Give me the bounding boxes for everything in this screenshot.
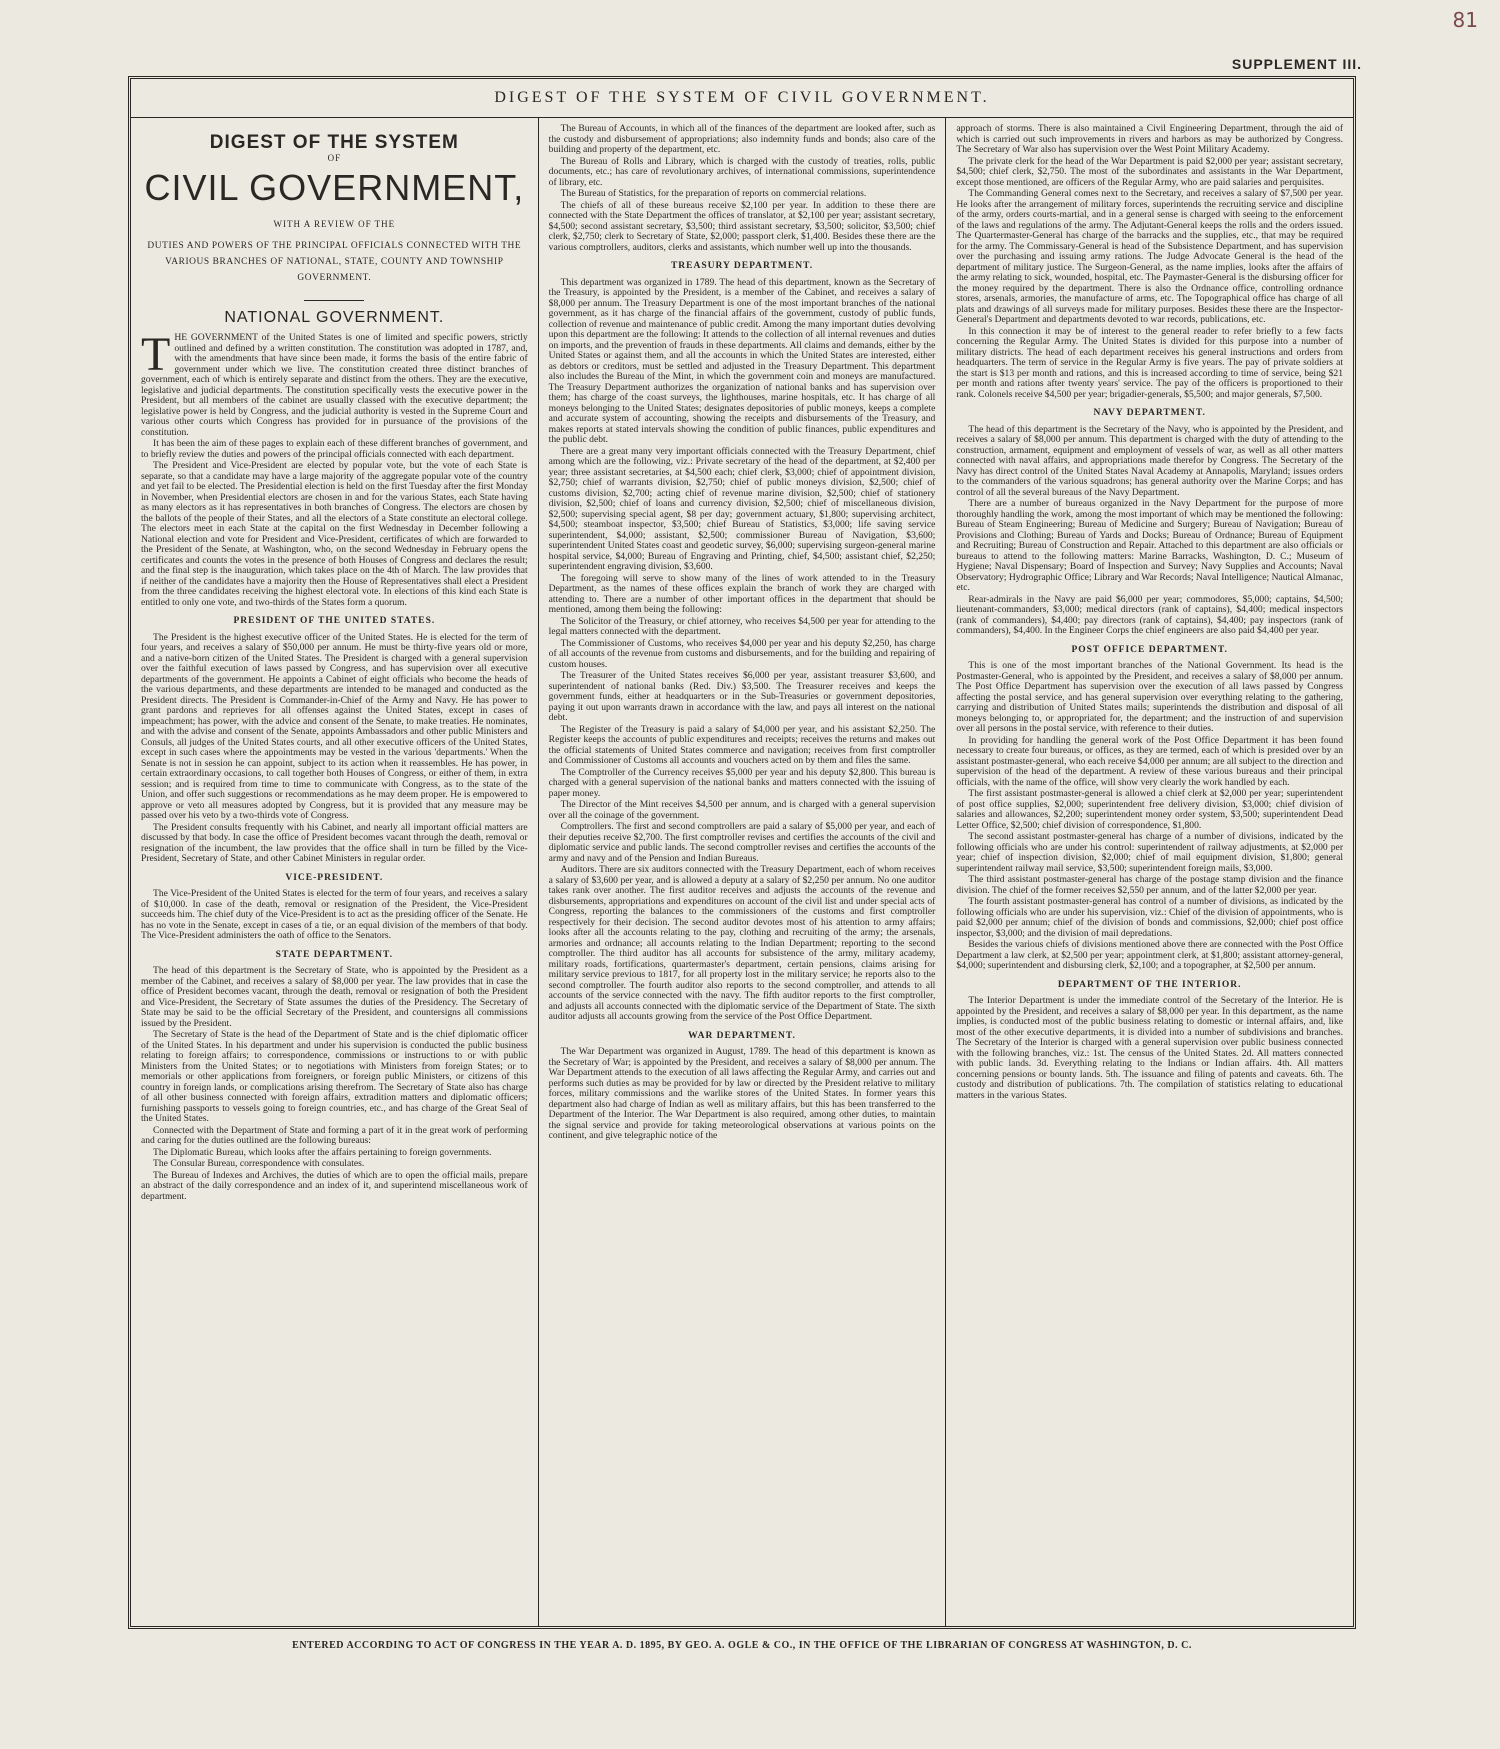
paragraph: The Commanding General comes next to the Secretary, and receives a salary of $7,500 per year. He looks after the arrangement of military forces, superintends the recruiting service and discipline of the army, orders courts-martial, and in a general sense is charged with seeing to the enforcement of the laws and regulations of the army. The Adjutant-General keeps the rolls and the orders issued. The Quartermaster-General has charge of the barracks and the supplies, etc., that may be required for the army. The Commissary-General is head of the Subsistence Department, and has supervision over the purchasing and issuing army rations. The Judge Advocate General is the head of the department of military justice. The Surgeon-General, as the name implies, looks after the affairs of the army relating to sick, wounded, hospital, etc. The Paymaster-General is the disbursing officer for the money required by the department. There is also the Ordnance office, controlling ordnance stores, arsenals, armories, the manufacture of arms, etc. The Topographical office has charge of all plats and drawings of all surveys made for military purposes. Besides these there are the Inspector-General's Department and departments devoted to war records, publications, etc. <box>956 188 1344 325</box>
section-heading-navy: NAVY DEPARTMENT. <box>1093 408 1206 418</box>
section-heading-interior: DEPARTMENT OF THE INTERIOR. <box>1057 979 1242 990</box>
column-3 <box>946 118 1353 1626</box>
paragraph: The Interior Department is under the immediate control of the Secretary of the Interior. He is appointed by the President, and receives a salary of $8,000 per year. In this department, as the name implies, is conducted most of the public business relating to domestic or internal affairs, and, like most of the other executive departments, it is divided into a number of subdivisions and branches. The Secretary of the Interior is charged with a general supervision over public business connected with the following branches, viz.: 1st. The census of the United States. 2d. All matters connected with public lands. 3d. Everything relating to the Indians or Indian affairs. 4th. All matters concerning pensions or bounty lands. 5th. The issuance and filing of patents and caveats. 6th. The custody and distribution of publications. 7th. The compilation of statistics relating to educational matters in the various States. <box>956 995 1344 1101</box>
section-heading-treasury: TREASURY DEPARTMENT. <box>670 261 814 271</box>
paragraph: In providing for handling the general work of the Post Office Department it has been found necessary to create four bureaus, or offices, as they are termed, each of which is presided over by an assistant postmaster-general, who each receive $4,000 per annum; are all subject to the direction and supervision of the head of the department. A review of these various bureaus and their principal officials, with the name of the office, will show very clearly the work handled by each. <box>956 734 1344 788</box>
paragraph: The Vice-President of the United States is elected for the term of four years, and receives a salary of $10,000. In case of the death, removal or resignation of the President, the Vice-President succeeds him. The chief duty of the Vice-President is to act as the presiding officer of the Senate. He has no vote in the Senate, except in cases of a tie, or an equal division of the members of that body. The Vice-President administers the oath of office to the Senators. <box>141 888 528 941</box>
title-review: WITH A REVIEW OF THE <box>273 219 396 229</box>
page-frame <box>128 76 1356 1629</box>
title-of: OF <box>327 152 342 163</box>
paragraph: The Solicitor of the Treasury, or chief attorney, who receives $4,500 per year for attending to the legal matters connected with the department. <box>548 615 936 637</box>
paragraph: The chiefs of all of these bureaus receive $2,100 per year. In addition to these there are connected with the State Department the offices of translator, at $2,100 per year; assistant secretary, $4,500; second assistant secretary, $3,500; third assistant secretary, $3,500; solicitor, $3,500; chief clerk, $2,750; clerk to Secretary of State, $2,000; passport clerk, $1,400. Besides these there are the various comptrollers, auditors, clerks and assistants, which number well up into the thousands. <box>548 199 936 253</box>
banner-title: DIGEST OF THE SYSTEM OF CIVIL GOVERNMENT. <box>131 79 1353 118</box>
intro-text: HE GOVERNMENT of the United States is one of limited and specific powers, strictly outlined and defined by a written constitution. The constitution was adopted in 1787, and, with the amendments that have since been made, it forms the basis of the entire fabric of government under which we live. The constitution created three distinct branches of government, each of which is entirely separate and distinct from the others. They are the executive, legislative and judicial departments. The constitution specifically vests the executive power in the President, but all members of the cabinet are usually classed with the executive department; the legislative power is held by Congress, and the judicial authority is vested in the Supreme Court and various other courts which Congress has provided for in pursuance of the provisions of the constitution. <box>141 332 528 438</box>
paragraph: Besides the various chiefs of divisions mentioned above there are connected with the Post Office Department a law clerk, at $2,500 per year; appointment clerk, at $1,800; assistant attorney-general, $4,000; superintendent and disbursing clerk, $2,100; and a topographer, at $2,500 per annum. <box>956 939 1344 971</box>
paragraph: In this connection it may be of interest to the general reader to refer briefly to a few facts concerning the Regular Army. The United States is divided for this purpose into a number of military districts. The head of each department receives his general instructions and orders from headquarters. The term of service in the Regular Army is five years. The pay of private soldiers at the start is $13 per month and rations, and this is increased according to time of service, being $21 per month and rations after twenty years' service. The pay of the officers is proportioned to their rank. Colonels receive $4,500 per year; brigadier-generals, $5,500; and major generals, $7,500. <box>956 325 1344 400</box>
paragraph: The second assistant postmaster-general has charge of a number of divisions, indicated by the following officials who are under his control: superintendent of railway adjustments, at $2,000 per year; chief of inspection division, $2,000; chief of mail equipment division, $1,800; general superintendent railway mail service, $3,500; superintendent foreign mails, $3,000. <box>956 831 1344 874</box>
paragraph: The head of this department is the Secretary of the Navy, who is appointed by the President, and receives a salary of $8,000 per annum. This department is charged with the duty of attending to the construction, armament, equipment and employment of vessels of war, as well as all other matters connected with naval affairs, and appropriations made therefor by Congress. The Secretary of the Navy has direct control of the United States Naval Academy at Annapolis, Maryland; issues orders to the commanders of the various squadrons; has general authority over the Marine Corps; and has control of all the several bureaus of the Navy Department. <box>956 423 1344 498</box>
paragraph: The first assistant postmaster-general is allowed a chief clerk at $2,000 per year; superintendent of post office supplies, $2,000; superintendent free delivery division, $3,000; chief division of salaries and allowances, $2,200; superintendent money order system, $3,500; superintendent Dead Letter Office, $2,500; chief division of correspondence, $1,800. <box>956 788 1344 831</box>
paragraph: The Secretary of State is the head of the Department of State and is the chief diplomatic officer of the United States. In his department and under his supervision is conducted the public business relating to foreign affairs; to correspondence, commissions or instructions to or with public Ministers from the United States; or to negotiations with Ministers from foreign States; or to memorials or other applications from foreigners, or foreign public Ministers, or citizens of this country in foreign lands, or complications arising therefrom. The Secretary of State also has charge of all other business connected with foreign affairs, extradition matters and diplomatic officers; furnishing passports to vessels going to foreign countries, etc., and has charge of the Great Seal of the United States. <box>141 1029 528 1124</box>
paragraph: The head of this department is the Secretary of State, who is appointed by the President as a member of the Cabinet, and receives a salary of $8,000 per year. The law provides that in case the office of President becomes vacant, through the death, removal or resignation of both the President and Vice-President, the Secretary of State assumes the duties of the Presidency. The Secretary of State may be said to be the official Secretary of the President, and countersigns all commissions issued by the President. <box>141 965 528 1029</box>
paragraph: Auditors. There are six auditors connected with the Treasury Department, each of whom receives a salary of $3,600 per year, and is allowed a deputy at a salary of $2,250 per annum. No one auditor takes rank over another. The first auditor receives and adjusts the accounts of the revenue and disbursements, appropriations and expenditures on account of the civil list and under special acts of Congress, reporting the balances to the commissioners of the customs and first comptroller respectively for their decision. The second auditor devotes most of his attention to army affairs; looks after all the accounts relating to the pay, clothing and recruiting of the army; the arsenals, armories and ordnance; all accounts relating to the Indian Department; reporting to the second comptroller. The third auditor has all accounts for subsistence of the army, military academy, military roads, fortifications, quartermaster's department, certain pensions, claims arising for military service previous to 1817, for all property lost in the military service; he reports also to the second comptroller. The fourth auditor also reports to the second comptroller, and attends to all accounts of the service connected with the navy. The fifth auditor reports to the first comptroller, and adjusts all accounts connected with the diplomatic service of the Department of State. The sixth auditor adjusts all accounts growing from the service of the Post Office Department. <box>548 864 936 1022</box>
paragraph: The Bureau of Accounts, in which all of the finances of the department are looked after, such as the custody and disbursement of appropriations; also indemnity funds and bonds; also care of the building and property of the department, etc. <box>548 123 936 155</box>
paragraph: The Comptroller of the Currency receives $5,000 per year and his deputy $2,800. This bureau is charged with a general supervision of the national banks and matters connected with the issuing of paper money. <box>548 766 936 799</box>
paragraph: The Register of the Treasury is paid a salary of $4,000 per year, and his assistant $2,250. The Register keeps the accounts of public expenditures and receipts; receives the returns and makes out the official statements of United States commerce and navigation; receives from first comptroller and Commissioner of Customs all accounts and vouchers acted on by them and files the same. <box>548 723 936 766</box>
dropcap: T <box>141 328 171 381</box>
title-sub: DUTIES AND POWERS OF THE PRINCIPAL OFFICIALS CONNECTED WITH THE VARIOUS BRANCHES OF NATIONAL, STATE, COUNTY AND TOWNSHIP GOVERNMENT. <box>147 240 522 283</box>
paragraph: The fourth assistant postmaster-general has control of a number of divisions, as indicated by the following officials who are under his supervision, viz.: Chief of the division of appointments, who is paid $2,000 per annum; chief of the division of bonds and commissions, $2,000; chief post office inspector, $3,000; and the division of mail depredations. <box>956 896 1344 939</box>
supplement-label: SUPPLEMENT III. <box>1231 56 1362 72</box>
paragraph: The third assistant postmaster-general has charge of the postage stamp division and the finance division. The chief of the former receives $2,550 per annum, and of the latter $2,000 per year. <box>956 874 1344 896</box>
paragraph: Rear-admirals in the Navy are paid $6,000 per year; commodores, $5,000; captains, $4,500; lieutenant-commanders, $3,000; medical directors (rank of captains), $4,400; medical inspectors (rank of commanders), $4,400; pay directors (rank of captains), $4,400; pay inspectors (rank of commanders), $4,400. In the Engineer Corps the chief engineers are also paid $4,400 per year. <box>956 593 1344 636</box>
paragraph: The Commissioner of Customs, who receives $4,000 per year and his deputy $2,250, has charge of all accounts of the revenue from customs and disbursements, and for the building and repairing of custom houses. <box>548 637 936 670</box>
column-2 <box>539 118 947 1626</box>
paragraph: There are a number of bureaus organized in the Navy Department for the purpose of more thoroughly handling the work, among the most important of which may be mentioned the following: Bureau of Steam Engineering; Bureau of Medicine and Surgery; Bureau of Navigation; Bureau of Provisions and Clothing; Bureau of Yards and Docks; Bureau of Ordnance; Bureau of Equipment and Recruiting; Bureau of Construction and Repair. Attached to this department are also officials or bureaus to attend to the following matters: Marine Barracks, Washington, D. C.; Museum of Hygiene; Naval Dispensary; Board of Inspection and Survey; Navy Supplies and Accounts; Naval Observatory; Hydrographic Office; Library and War Records; Naval Intelligence; Nautical Almanac, etc. <box>956 498 1344 593</box>
paragraph: The Diplomatic Bureau, which looks after the affairs pertaining to foreign governments. <box>153 1146 492 1158</box>
paragraph: There are a great many very important officials connected with the Treasury Department, chief among which are the following, viz.: Private secretary of the head of the department, at $2,400 per year; three assistant secretaries, at $4,500 each; chief clerk, $3,000; chief of appointment division, $2,750; chief of warrants division, $2,750; chief of public moneys division, $2,500; chief of customs division, $2,700; acting chief of revenue marine division, $2,500; chief of stationery division, $2,500; chief of loans and currency division, $2,500; chief of miscellaneous division, $2,500; supervising special agent, $8 per day; government actuary, $1,800; supervising architect, $4,500; steamboat inspector, $3,500; chief Bureau of Statistics, $3,000; life saving service superintendent, $4,000; assistant, $2,500; commissioner Bureau of Navigation, $3,600; superintendent United States coast and geodetic survey, $6,000; supervising surgeon-general marine hospital service, $4,000; Bureau of Engraving and Printing, chief, $4,500; assistant chief, $2,250; superintendent engraving division, $3,600. <box>548 445 936 572</box>
column-1 <box>131 118 539 1626</box>
paragraph: The Bureau of Statistics, for the preparation of reports on commercial relations. <box>560 188 867 199</box>
title-block <box>141 132 528 286</box>
paragraph: The President is the highest executive officer of the United States. He is elected for the term of four years, and receives a salary of $50,000 per annum. He must be thirty-five years old or more, and a native-born citizen of the United States. The President is charged with a general supervision over the faithful execution of laws passed by Congress, and has supervision over all executive departments of the government. He appoints a Cabinet of eight officials who become the heads of the various departments, and these departments are intended to be managed and conducted as the President directs. The President is Commander-in-Chief of the Army and Navy. He has power to grant pardons and reprieves for all offenses against the United States, except in cases of impeachment; has power, with the advice and consent of the Senate, to make treaties. He nominates, and with the advise and consent of the Senate, appoints Ambassadors and other public Ministers and Consuls, all judges of the United States courts, and all other executive officers of the United States, except in such cases where the appointments may be vested in the various 'departments.' When the Senate is not in session he can appoint, subject to its action when it reassembles. He has power, in certain extraordinary occasions, to call together both Houses of Congress, or either of them, in extra session; and is required from time to time to communicate with Congress, as to the state of the Union, and offer such suggestions or recommendations as he may deem proper. He is empowered to approve or veto all measures adopted by Congress, but it is provided that any measure may be passed over his veto by a two-thirds vote of Congress. <box>141 631 528 821</box>
paragraph: The President and Vice-President are elected by popular vote, but the vote of each State is separate, so that a candidate may have a large majority of the aggregate popular vote of the country and yet fail to be elected. The Presidential election is held on the first Tuesday after the first Monday in November, when Presidential electors are chosen in and for the various States, each State having as many electors as it has representatives in both branches of Congress. The electors are chosen by the ballots of the people of their States, and all the electors of a State constitute an electoral college. The electors meet in each State at the capital on the first Wednesday in December following a National election and vote for President and Vice-President, certificates of which are forwarded to the President of the Senate, at Washington, who, on the second Wednesday in February opens the certificates and counts the votes in the presence of both Houses of Congress and declares the result; and the final step is the inauguration, which takes place on the 4th of March. The law provides that if neither of the candidates have a majority then the House of Representatives shall elect a President from the three candidates receiving the highest electoral vote. In elections of this kind each State is entitled to only one vote, and two-thirds of the States form a quorum. <box>141 460 528 608</box>
paragraph: Comptrollers. The first and second comptrollers are paid a salary of $5,000 per year, and each of their deputies receive $2,700. The first comptroller revises and certifies the accounts of the civil and diplomatic service and public lands. The second comptroller revises and certifies the accounts of the army and navy and of the Pension and Indian Bureaus. <box>548 821 936 864</box>
paragraph: The Consular Bureau, correspondence with consulates. <box>153 1158 365 1169</box>
paragraph: It has been the aim of these pages to explain each of these different branches of government, and to briefly review the duties and powers of the principal officials connected with each department. <box>141 438 528 460</box>
section-heading-war: WAR DEPARTMENT. <box>688 1030 796 1041</box>
paragraph: The private clerk for the head of the War Department is paid $2,000 per year; assistant secretary, $4,500; chief clerk, $2,750. The most of the subordinates and assistants in the War Department, except those mentioned, are officers of the Regular Army, who are paid salaries and perquisites. <box>956 155 1344 188</box>
intro-paragraph <box>141 328 528 438</box>
section-heading-president: PRESIDENT OF THE UNITED STATES. <box>233 616 436 626</box>
paragraph: Connected with the Department of State and forming a part of it in the great work of performing and caring for the duties outlined are the following bureaus: <box>141 1124 528 1146</box>
national-heading: NATIONAL GOVERNMENT. <box>224 308 445 326</box>
paragraph: approach of storms. There is also maintained a Civil Engineering Department, through the aid of which is carried out such improvements in rivers and harbors as may be authorized by Congress. The Secretary of War also has supervision over the West Point Military Academy. <box>956 123 1344 155</box>
paragraph: The Treasurer of the United States receives $6,000 per year, assistant treasurer $3,600, and superintendent of national banks (Red. Div.) $3,500. The Treasurer receives and keeps the government funds, either at headquarters or in the Sub-Treasuries or government depositories, paying it out upon warrants drawn in accordance with the law, and pays all interest on the national debt. <box>548 670 936 723</box>
columns <box>131 118 1353 1626</box>
section-heading-post-office: POST OFFICE DEPARTMENT. <box>1071 644 1228 655</box>
section-heading-state: STATE DEPARTMENT. <box>275 949 393 960</box>
paragraph: The War Department was organized in August, 1789. The head of this department is known as the Secretary of War; is appointed by the President, and receives a salary of $8,000 per annum. The War Department attends to the execution of all laws affecting the Regular Army, and carries out and performs such duties as may be provided for by law or directed by the President relative to military forces, military commissions and the warlike stores of the United States. In former years this department also had charge of Indian as well as military affairs, but this has been transferred to the Department of the Interior. The War Department is also required, among other duties, to maintain the signal service and provide for taking meteorological observations at various points on the continent, and give telegraphic notice of the <box>548 1046 936 1141</box>
paragraph: The Bureau of Rolls and Library, which is charged with the custody of treaties, rolls, public documents, etc.; has care of revolutionary archives, of international commissions, superintendence of library, etc. <box>548 155 936 188</box>
title-line1: DIGEST OF THE SYSTEM <box>209 132 459 153</box>
paragraph: The Director of the Mint receives $4,500 per annum, and is charged with a general supervision over all the coinage of the government. <box>548 799 936 821</box>
section-heading-vice-president: VICE-PRESIDENT. <box>285 872 384 883</box>
copyright-footer: ENTERED ACCORDING TO ACT OF CONGRESS IN THE YEAR A. D. 1895, BY GEO. A. OGLE & CO., IN THE OFFICE OF THE LIBRARIAN OF CONGRESS AT WASHINGTON, D. C. <box>292 1640 1192 1651</box>
page-number: 81 <box>1452 8 1478 32</box>
paragraph: This department was organized in 1789. The head of this department, known as the Secretary of the Treasury, is appointed by the President, is a member of the Cabinet, and receives a salary of $8,000 per annum. The Treasury Department is one of the most important branches of the national government, as it has charge of the financial affairs of the government, custody of public funds, collection of revenue and maintenance of public credit. Among the many important duties devolving upon this department are the following: It attends to the collection of all internal revenues and duties on imports, and the prevention of frauds in these departments. All claims and demands, either by the United States or against them, and all the accounts in which the United States are interested, either as debtors or creditors, must be settled and adjusted in the Treasury Department. This department also includes the Bureau of the Mint, in which the government coin and moneys are manufactured. The Treasury Department authorizes the organization of national banks and has supervision over them; has charge of the coast surveys, the lighthouses, marine hospitals, etc. It has charge of all moneys belonging to the United States; designates depositories of public moneys, keeps a complete and accurate system of accounting, showing the receipts and disbursements of the Treasury, and makes reports at stated intervals showing the condition of public finances, public expenditures and the public debt. <box>548 276 936 445</box>
paragraph: This is one of the most important branches of the National Government. Its head is the Postmaster-General, who is appointed by the President, and receives a salary of $8,000 per annum. The Post Office Department has supervision over the execution of all laws passed by Congress affecting the postal service, and has general supervision over everything relating to the gathering, carrying and distribution of United States mails; superintends the distribution and disposal of all moneys belonging to, or appropriated for, the department; and the instruction of and supervision over all persons in the postal service, with reference to their duties. <box>956 660 1344 734</box>
title-main: CIVIL GOVERNMENT, <box>144 167 525 208</box>
paragraph: The foregoing will serve to show many of the lines of work attended to in the Treasury Department, as the names of these offices explain the branch of work they are charged with attending to. There are a number of other important offices in the department that should be mentioned, among them being the following: <box>548 572 936 615</box>
paragraph: The President consults frequently with his Cabinet, and nearly all important official matters are discussed by that body. In case the office of President becomes vacant through the death, removal or resignation of the incumbent, the law provides that the office shall in turn be filled by the Vice-President, Secretary of State, and other Cabinet Ministers in regular order. <box>141 821 528 864</box>
divider-rule <box>304 300 364 301</box>
paragraph: The Bureau of Indexes and Archives, the duties of which are to open the official mails, prepare an abstract of the daily correspondence and an index of it, and superintend miscellaneous work of department. <box>141 1169 528 1202</box>
